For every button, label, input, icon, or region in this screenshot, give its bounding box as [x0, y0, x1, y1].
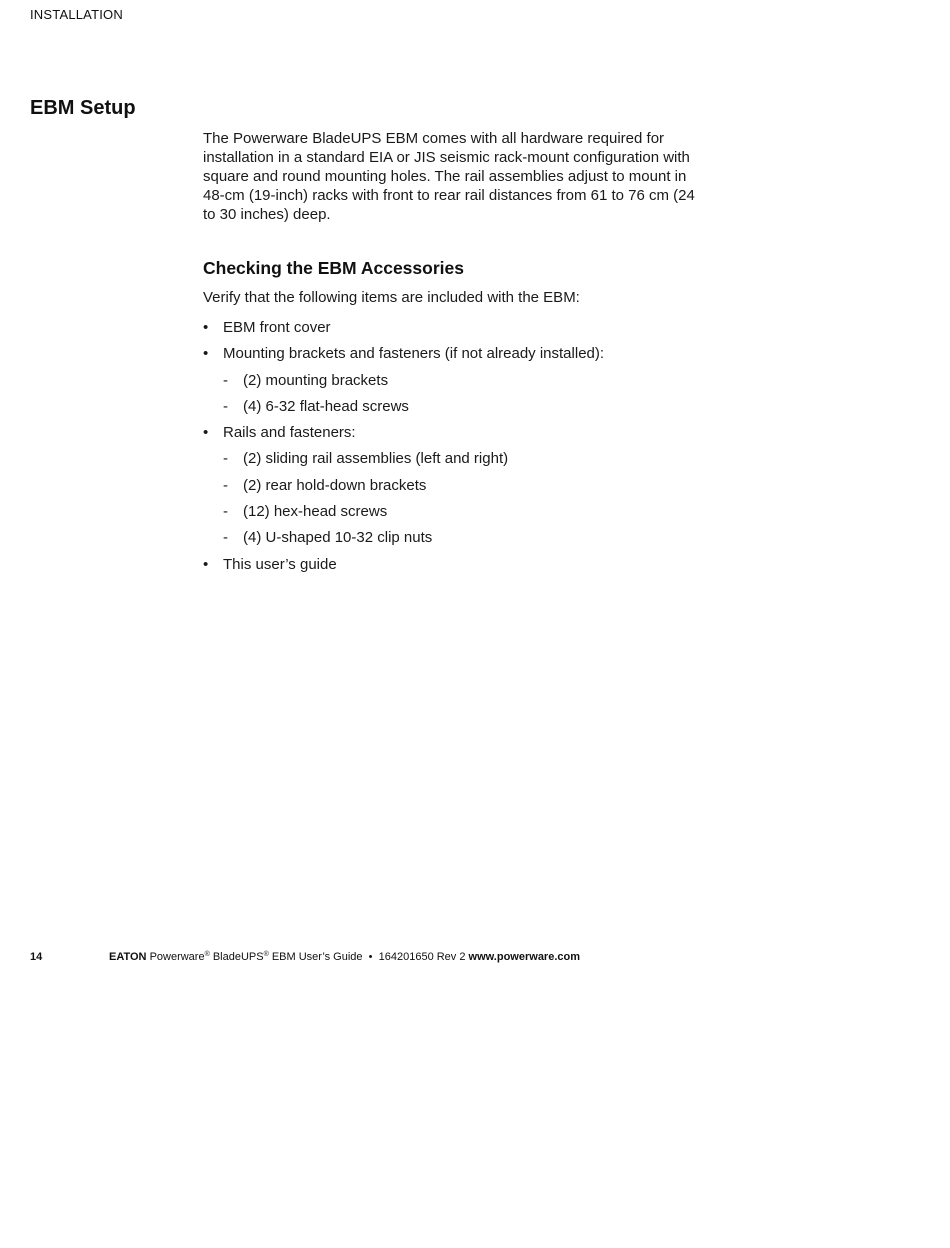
- footer-product1: Powerware: [149, 951, 205, 963]
- dash-icon: -: [223, 503, 228, 521]
- dash-icon: -: [223, 450, 228, 468]
- main-content: [203, 129, 703, 581]
- sublist-item-text: (12) hex-head screws: [243, 503, 388, 521]
- registered-mark: ®: [204, 951, 210, 958]
- sublist-item: [223, 528, 703, 547]
- list-item-text: Mounting brackets and fasteners (if not already installed):: [223, 345, 605, 363]
- intro-paragraph: The Powerware BladeUPS EBM comes with all hardware required for installation in a standard EIA or JIS seismic rack-mount configuration with square and round mounting holes. The rail assemblies adjust to mount in 48-cm (19-inch) racks with front to rear rail distances from 61 to 76 cm (24 to 30 inches) deep.: [203, 130, 695, 223]
- list-item: [203, 423, 703, 547]
- subsection-lead: Verify that the following items are included with the EBM:: [203, 289, 580, 306]
- sublist-item-text: (4) 6-32 flat-head screws: [243, 397, 409, 415]
- footer-line: [109, 951, 580, 963]
- sublist-item: [223, 476, 703, 495]
- list-item: [203, 555, 703, 574]
- footer-product2: BladeUPS: [212, 951, 264, 963]
- dash-icon: -: [223, 371, 228, 389]
- sublist: [223, 449, 703, 547]
- section-title: EBM Setup: [30, 97, 136, 119]
- list-item: [203, 344, 703, 416]
- sublist-item-text: (2) mounting brackets: [243, 371, 389, 389]
- bullet-icon: •: [203, 555, 209, 573]
- dash-icon: -: [223, 529, 228, 547]
- bullet-icon: •: [203, 424, 209, 442]
- bullet-icon: •: [203, 345, 209, 363]
- dash-icon: -: [223, 476, 228, 494]
- footer-doc-number: 164201650 Rev 2: [378, 951, 466, 963]
- running-header: INSTALLATION: [30, 7, 123, 22]
- registered-mark: ®: [263, 951, 269, 958]
- accessories-list: [203, 318, 703, 574]
- footer-website: www.powerware.com: [468, 951, 581, 963]
- dash-icon: -: [223, 397, 228, 415]
- footer-doc-title: EBM User’s Guide: [271, 951, 363, 963]
- page-number: 14: [30, 951, 43, 963]
- sublist: [223, 371, 703, 416]
- sublist-item-text: (4) U-shaped 10-32 clip nuts: [243, 529, 433, 547]
- bullet-icon: •: [203, 319, 209, 336]
- sublist-item: [223, 502, 703, 521]
- list-item-text: Rails and fasteners:: [223, 424, 356, 442]
- list-item-text: This user’s guide: [223, 555, 337, 573]
- sublist-item: [223, 397, 703, 416]
- subsection-title: Checking the EBM Accessories: [203, 258, 464, 278]
- list-item-text: EBM front cover: [223, 319, 331, 336]
- sublist-item-text: (2) rear hold-down brackets: [243, 476, 427, 494]
- sublist-item-text: (2) sliding rail assemblies (left and right): [243, 450, 509, 468]
- sublist-item: [223, 449, 703, 468]
- list-item: [203, 318, 703, 337]
- footer-separator: •: [368, 951, 373, 963]
- sublist-item: [223, 371, 703, 390]
- footer-brand: EATON: [109, 951, 147, 963]
